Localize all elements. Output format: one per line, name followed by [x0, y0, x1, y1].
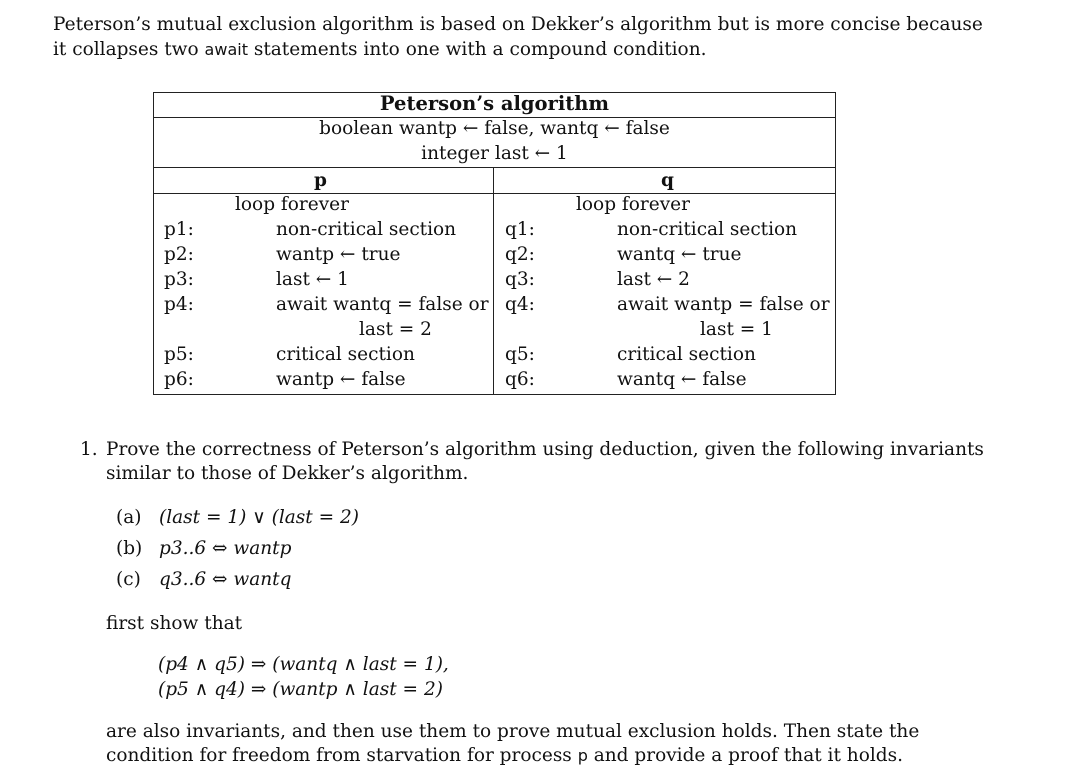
intro-code: await — [204, 40, 248, 59]
closing-text-end: and provide a proof that it holds. — [587, 745, 903, 766]
table-bottom-border — [153, 394, 836, 395]
invariant-label: (c) — [116, 569, 141, 590]
q-label: q6: — [505, 369, 535, 390]
p-stmt: wantp ← true — [276, 244, 401, 265]
q-label: q3: — [505, 269, 535, 290]
p-label: p5: — [164, 344, 194, 365]
q-loop-forever: loop forever — [576, 194, 690, 215]
intro-line-2 — [53, 39, 707, 60]
p-stmt: wantp ← false — [276, 369, 406, 390]
q-label: q1: — [505, 219, 535, 240]
globals-line-2: integer last ← 1 — [421, 143, 568, 164]
p-stmt: last ← 1 — [276, 269, 349, 290]
p-stmt: await wantq = false or — [276, 294, 489, 315]
q-await-continuation: last = 1 — [700, 319, 773, 340]
question-line-2: similar to those of Dekker’s algorithm. — [106, 463, 469, 484]
p-label: p4: — [164, 294, 194, 315]
algorithm-title: Peterson’s algorithm — [379, 92, 610, 115]
q-stmt: wantq ← false — [617, 369, 747, 390]
closing-line-2 — [106, 745, 903, 766]
implication: (p5 ∧ q4) ⇒ (wantp ∧ last = 2) — [158, 679, 443, 700]
table-globals-divider — [153, 167, 836, 168]
process-p-header: p — [314, 170, 327, 191]
closing-text: condition for freedom from starvation for process — [106, 745, 578, 766]
p-stmt: non-critical section — [276, 219, 457, 240]
invariant-expr: p3..6 ⇔ wantp — [159, 538, 292, 559]
q-label: q5: — [505, 344, 535, 365]
first-show-text: first show that — [106, 613, 243, 634]
q-stmt: critical section — [617, 344, 756, 365]
process-q-header: q — [661, 170, 674, 191]
q-label: q2: — [505, 244, 535, 265]
closing-line-1: are also invariants, and then use them to prove mutual exclusion holds. Then state the — [106, 721, 920, 742]
q-stmt: non-critical section — [617, 219, 798, 240]
q-stmt: wantq ← true — [617, 244, 742, 265]
p-label: p2: — [164, 244, 194, 265]
question-line-1: Prove the correctness of Peterson’s algorithm using deduction, given the following invariants — [106, 439, 984, 460]
table-column-divider — [493, 167, 494, 395]
p-label: p6: — [164, 369, 194, 390]
invariant-label: (b) — [116, 538, 143, 559]
globals-line-1: boolean wantp ← false, wantq ← false — [319, 118, 670, 139]
invariant-label: (a) — [116, 507, 142, 528]
q-stmt: await wantp = false or — [617, 294, 830, 315]
invariant-expr: q3..6 ⇔ wantq — [159, 569, 292, 590]
q-label: q4: — [505, 294, 535, 315]
invariant-expr: (last = 1) ∨ (last = 2) — [159, 507, 359, 528]
intro-line-1: Peterson’s mutual exclusion algorithm is based on Dekker’s algorithm but is more concise because — [53, 14, 983, 35]
implication: (p4 ∧ q5) ⇒ (wantq ∧ last = 1), — [158, 654, 449, 675]
p-label: p3: — [164, 269, 194, 290]
intro-text: it collapses two — [53, 39, 205, 60]
p-await-continuation: last = 2 — [359, 319, 432, 340]
question-number: 1. — [80, 439, 98, 460]
closing-code: p — [577, 746, 588, 765]
p-stmt: critical section — [276, 344, 415, 365]
q-stmt: last ← 2 — [617, 269, 690, 290]
p-label: p1: — [164, 219, 194, 240]
p-loop-forever: loop forever — [235, 194, 349, 215]
intro-text-end: statements into one with a compound condition. — [247, 39, 707, 60]
